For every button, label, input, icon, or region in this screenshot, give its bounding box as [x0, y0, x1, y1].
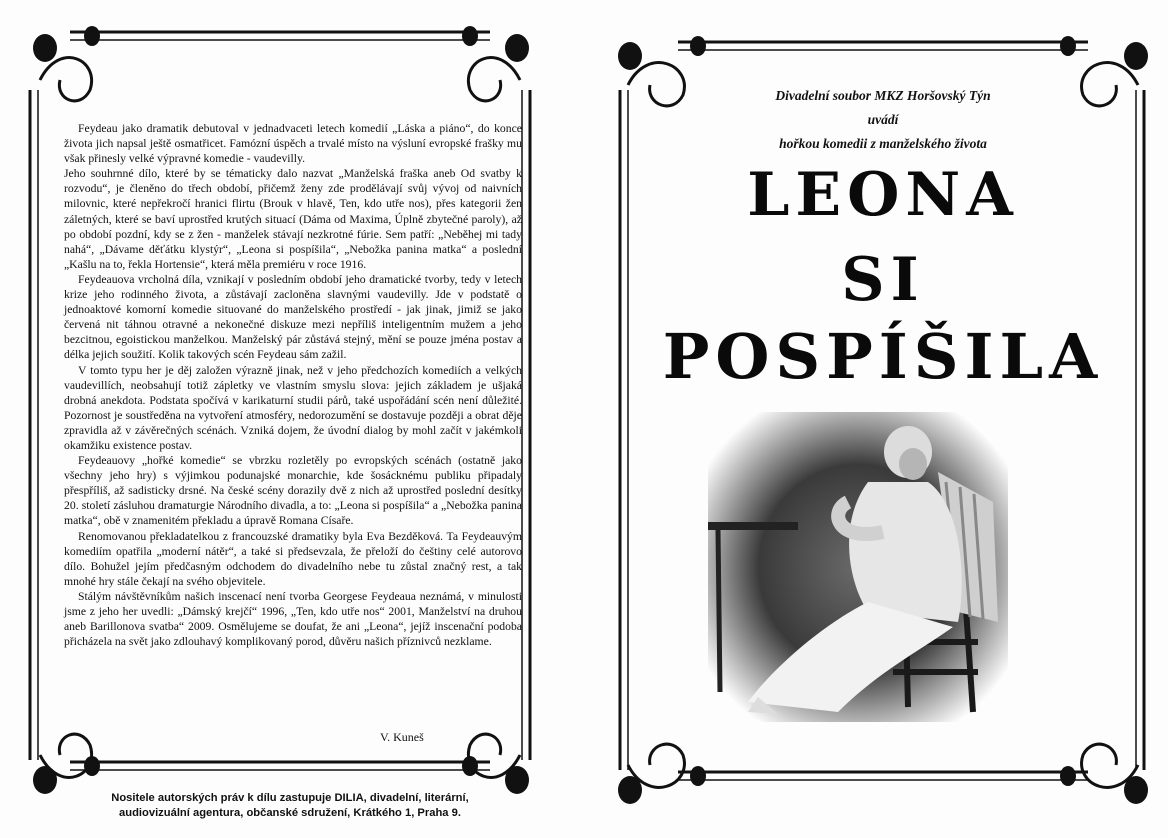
tulip-icon	[505, 766, 529, 794]
right-page	[598, 0, 1168, 838]
genre-line: hořkou komedii z manželského života	[779, 136, 987, 151]
tulip-icon	[1124, 776, 1148, 804]
presents-line: uvádí	[867, 112, 899, 127]
rights-line: audiovizuální agentura, občanské sdružení, Krátkého 1, Praha 9.	[119, 807, 461, 819]
tulip-icon	[33, 766, 57, 794]
actress-photo	[708, 412, 1008, 722]
rights-notice	[60, 791, 520, 821]
paragraph: Feydeau jako dramatik debutoval v jednadvaceti letech komedií „Láska a piáno“, do konce života jich napsal ještě osmatřicet. Famózní úspěch a trvalé místo na výsluní evropské frašky mu však přinesly velké výpravné komedie - vaudevilly.	[64, 122, 522, 166]
paragraph: Stálým návštěvníkům našich inscenací není tvorba Georgese Feydeaua neznámá, v minulosti jsme z jeho her uvedli: „Dámský krejčí“ 1996, „Ten, kdo utře nos“ 2001, Manželství na druhou aneb Barillonova svatba“ 2009. Osmělujeme se doufat, že ani „Leona“, jejíž inscenační podoba přicházela na svět jako zdlouhavý komplikovaný porod, důvěru našich příznivců nezklame.	[64, 589, 522, 649]
author-signature: V. Kuneš	[380, 730, 424, 744]
paragraph: V tomto typu her je děj založen výrazně jinak, než v jeho předchozích komediích a velkých vaudevillích, neobsahují totiž zápletky ve vlastním smyslu slova: jejich základem je ušjaká drobná anekdota. Podstata spočívá v karikaturní studii párů, také uspořádání scén není důležité. Pozornost je soustředěna na vytvoření atmosféry, nedorozumění se dostavuje později a obrat děje zpravidla až v závěrečných scénách. Vzniká dojem, že úvodní dialog by mohl začít v jakémkoli okamžiku existence postav.	[64, 363, 522, 452]
play-title-line: SI	[841, 245, 925, 315]
tulip-icon	[33, 34, 57, 62]
presenter-line: Divadelní soubor MKZ Horšovský Týn	[775, 88, 991, 103]
left-page	[0, 0, 562, 838]
tulip-icon	[505, 34, 529, 62]
tulip-icon	[1124, 42, 1148, 70]
article-text	[64, 121, 522, 649]
paragraph: Feydeauovy „hořké komedie“ se vbrzku rozletěly po evropských scénách (ostatně jako všechny jeho hry) s výjimkou podunajské monarchie, kde šosácknému publiku připadaly přespříliš, až sadisticky drsné. Na české scény dorazily dvě z nich až uprostřed poslední desítky 20. století zásluhou dramaturgie Národního divadla, a to: „Leona si pospíšila“ a „Nebožka panina matka“, obě v znamenitém překladu a úpravě Romana Císaře.	[64, 454, 522, 528]
play-title-line: LEONA	[747, 160, 1019, 230]
paragraph: Feydeauova vrcholná díla, vznikají v posledním období jeho dramatické tvorby, tedy v letech krize jeho rodinného života, a zůstávají zacloněna slavnými vaudevilly. Jde v podstatě o jednoaktové komorní komedie situované do manželského prostředí - jak jinak, jimiž se jako červená nit táhnou otravné a nekonečné diskuze mezi nepříliš inteligentním mužem a jeho bezcitnou, egoistickou manželkou. Manželský pár zůstává stejný, mění se pouze jména postav a délka jejich soužití. Kolik takových scén Feydeau sám zažil.	[64, 272, 522, 362]
play-title-line: POSPÍŠILA	[662, 320, 1104, 393]
tulip-icon	[618, 42, 642, 70]
tulip-icon	[618, 776, 642, 804]
paragraph: Jeho souhrnné dílo, které by se tématicky dalo nazvat „Manželská fraška aneb Od svatby k rozvodu“, je členěno do třech období, přičemž ženy zde prodělávají svůj vývoj od naivních milovnic, které nepřekročí hranici flirtu (Brouk v hlavě, Ten, kdo utře nos), přes kategorii žen záletných, které se baví uprostřed krutých situací (Dáma od Maxima, Úplně zbytečné paroly), až po období pozdní, kdy se z žen - manželek stávají nezkrotné fúrie. Sem patří: „Neběhej mi tady nahá“, „Dávame děťátku klystýr“, „Leona si pospíšila“, „Nebožka panina matka“ a poslední „Kašlu na to, řekla Hortensie“, která měla premiéru v roce 1916.	[64, 167, 522, 271]
rights-line: Nositele autorských práv k dílu zastupuje DILIA, divadelní, literární,	[111, 792, 469, 804]
paragraph: Renomovanou překladatelkou z francouzské dramatiky byla Eva Bezděková. Ta Feydeauvým komediím opatřila „moderní nátěr“, a také si předsevzala, že přeloží do češtiny celé autorovo dílo. Bohužel jejím předčasným odchodem do divadelního nebe tu zůstal značný rest, a tak mnohé hry stále čekají na svého objevitele.	[64, 529, 522, 588]
